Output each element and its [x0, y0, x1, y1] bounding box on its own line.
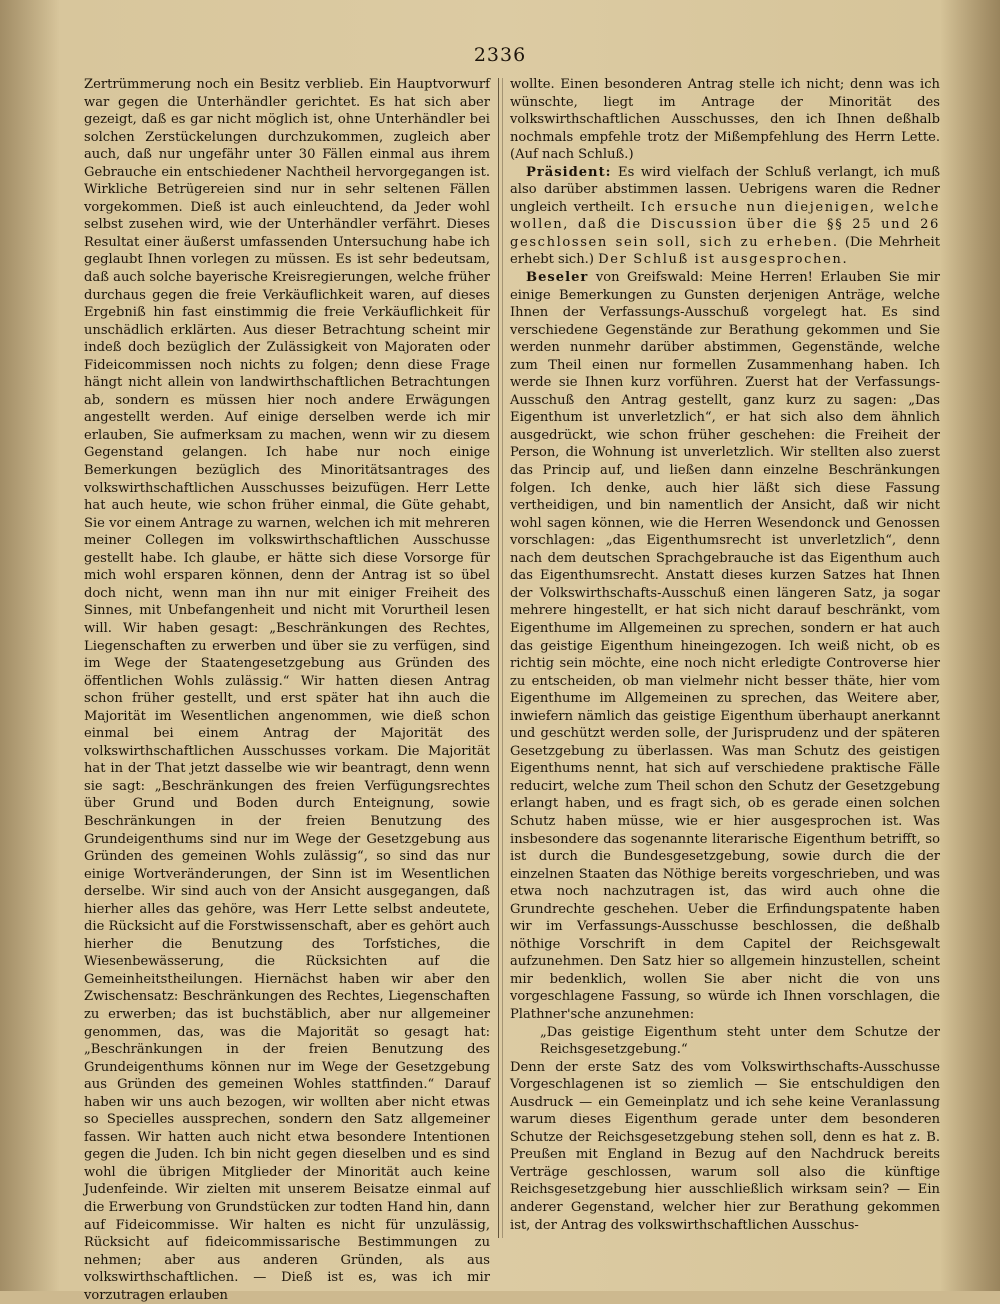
quoted-proposal: „Das geistige Eigenthum steht unter dem Schutze der Reichsgesetzgebung.“	[540, 1024, 940, 1058]
speaker-beseler: Beseler	[526, 270, 589, 286]
president-closing: Der Schluß ist ausgesprochen.	[598, 252, 849, 268]
president-paragraph	[510, 164, 940, 269]
right-column	[510, 76, 940, 1286]
speech-continuation: wollte. Einen besonderen Antrag stelle ich nicht; denn was ich wünschte, liegt im Antrage der Minorität des volkswirthschaftlichen Ausschusses, den ich Ihnen deßhalb nochmals empfehle trotz der Mißempfehlung des Herrn Lette. (Auf nach Schluß.)	[510, 77, 940, 163]
president-statement: Es wird vielfach der Schluß verlangt, ich muß also darüber abstimmen lassen. Uebrigens waren die Redner ungleich vertheilt.	[510, 164, 940, 215]
speaker-president: Präsident:	[526, 164, 612, 180]
page-shadow-right	[940, 0, 1000, 1291]
beseler-speech: Meine Herren! Erlauben Sie mir einige Bemerkungen zu Gunsten derjenigen Anträge, welche Ihnen der Verfassungs-Ausschuß vorgelegt hat. Es sind verschiedene Gegenstände zur Berathung gekommen und Sie werden nunmehr darüber abstimmen, Gegenstände, welche zum Theil einen nur formellen Zusammenhang haben. Ich werde sie Ihnen kurz vorführen. Zuerst hat der Verfassungs-Ausschuß den Antrag gestellt, ganz kurz zu sagen: „Das Eigenthum ist unverletzlich“, er hat sich also dem ähnlich ausgedrückt, wie schon früher geschehen: die Freiheit der Person, die Wohnung ist unverletzlich. Wir stellten also zuerst das Princip auf, und ließen dann einzelne Beschränkungen folgen. Ich denke, auch hier läßt sich diese Fassung vertheidigen, und bin namentlich der Ansicht, daß wir nicht wohl sagen können, wie die Herren Wesendonck und Genossen vorschlagen: „das Eigenthumsrecht ist unverletzlich“, denn nach dem deutschen Sprachgebrauche ist das Eigenthum auch das Eigenthumsrecht. Anstatt dieses kurzen Satzes hat Ihnen der Volkswirthschafts-Ausschuß einen längeren Satz, ja sogar mehrere hingestellt, er hat sich nicht darauf beschränkt, vom Eigenthume im Allgemeinen zu sprechen, sondern er hat auch das geistige Eigenthum hineingezogen. Ich weiß nicht, ob es richtig sein möchte, eine noch nicht erledigte Controverse hier zu entscheiden, ob man vielmehr nicht besser thäte, hier vom Eigenthume im Allgemeinen zu sprechen, das Weitere aber, inwiefern nämlich das geistige Eigenthum überhaupt anerkannt und geschützt werden solle, der Jurisprudenz und der späteren Gesetzgebung zu überlassen. Was man Schutz des geistigen Eigenthums nennt, hat sich auf verschiedene praktische Fälle reducirt, welche zum Theil schon den Schutz der Gesetzgebung erlangt haben, und es fragt sich, ob es gerade einen solchen Schutz haben müsse, wie er hier ausgesprochen ist. Was insbesondere das sogenannte literarische Eigenthum betrifft, so ist durch die Bundesgesetzgebung, sowie durch die der einzelnen Staaten das Nöthige bereits vorgeschrieben, und was etwa noch nachzutragen ist, das wird auch ohne die Grundrechte geschehen. Ueber die Erfindungspatente haben wir im Verfassungs-Ausschusse beschlossen, die deßhalb nöthige Vorschrift in dem Capitel der Reichsgewalt aufzunehmen. Den Satz hier so allgemein hinzustellen, scheint mir bedenklich, wollen Sie aber nicht die von uns vorgeschlagene Fassung, so würde ich Ihnen vorschlagen, die Plathner'sche anzunehmen:	[510, 270, 940, 1022]
president-vote-call: Ich ersuche nun diejenigen, welche wollen, daß die Discussion über die §§ 25 und 26 geschlossen sein soll, sich zu erheben.	[510, 199, 940, 250]
beseler-paragraph	[510, 269, 940, 1024]
page-shadow-left	[0, 0, 60, 1291]
column-divider	[498, 78, 499, 1238]
left-column	[84, 76, 490, 1303]
speech-final-paragraph: Denn der erste Satz des vom Volkswirthschafts-Ausschusse Vorgeschlagenen ist so ziemlich — Sie entschuldigen den Ausdruck — ein Gemeinplatz und ich sehe keine Veranlassung warum dieses Eigenthum gerade unter dem besonderen Schutze der Reichsgesetzgebung stehen soll, denn es hat z. B. Preußen mit England in Bezug auf den Nachdruck bereits Verträge geschlossen, warum soll also die künftige Reichsgesetzgebung hier ausschließlich wirksam sein? — Ein anderer Gegenstand, welcher hier zur Berathung gekommen ist, der Antrag des volkswirthschaftlichen Ausschus-	[510, 1059, 940, 1233]
president-aside: (Die Mehrheit erhebt sich.)	[510, 234, 941, 268]
left-column-text: Zertrümmerung noch ein Besitz verblieb. Ein Hauptvorwurf war gegen die Unterhändler gerichtet. Es hat sich aber gezeigt, daß es gar nicht möglich ist, ohne Unterhändler bei solchen Zerstückelungen durchzukommen, zugleich aber auch, daß nur ungefähr unter 30 Fällen einmal aus ihrem Gebrauche ein entschiedener Nachtheil hervorgegangen ist. Wirkliche Betrügereien sind nur in sehr seltenen Fällen vorgekommen. Dieß ist auch einleuchtend, da Jeder wohl selbst zusehen wird, wie der Unterhändler verfährt. Dieses Resultat einer äußerst umfassenden Untersuchung habe ich geglaubt Ihnen vorlegen zu müssen. Es ist sehr bedeutsam, daß auch solche bayerische Kreisregierungen, welche früher durchaus gegen die freie Verkäuflichkeit waren, auf dieses Ergebniß hin fast einstimmig die freie Verkäuflichkeit für unschädlich erklärten. Aus dieser Betrachtung scheint mir indeß doch bezüglich der Zulässigkeit von Majoraten oder Fideicommissen noch nichts zu folgen; denn diese Frage hängt nicht allein von landwirthschaftlichen Betrachtungen ab, sondern es müssen hier noch andere Erwägungen angestellt werden. Auf einige derselben werde ich mir erlauben, Sie aufmerksam zu machen, wenn wir zu diesem Gegenstand gelangen. Ich habe nur noch einige Bemerkungen bezüglich des Minoritätsantrages des volkswirthschaftlichen Ausschusses beizufügen. Herr Lette hat auch heute, wie schon früher einmal, die Güte gehabt, Sie vor einem Antrage zu warnen, welchen ich mit mehreren meiner Collegen im volkswirthschaftlichen Ausschusse gestellt habe. Ich glaube, er hätte sich diese Vorsorge für mich wohl ersparen können, denn der Antrag ist so übel doch nicht, wenn man ihn nur mit einiger Freiheit des Sinnes, mit Unbefangenheit und nicht mit Vorurtheil lesen will. Wir haben gesagt: „Beschränkungen des Rechtes, Liegenschaften zu erwerben und über sie zu verfügen, sind im Wege der Staatengesetzgebung aus Gründen des öffentlichen Wohls zulässig.“ Wir hatten diesen Antrag schon früher gestellt, und erst später hat ihn auch die Majorität im Wesentlichen angenommen, wie dieß schon einmal bei einem Antrag der Majorität des volkswirthschaftlichen Ausschusses vorkam. Die Majorität hat in der That jetzt dasselbe wie wir beantragt, denn wenn sie sagt: „Beschränkungen des freien Verfügungsrechtes über Grund und Boden durch Enteignung, sowie Beschränkungen in der freien Benutzung des Grundeigenthums sind nur im Wege der Gesetzgebung aus Gründen des gemeinen Wohls zulässig“, so sind das nur einige Wortveränderungen, der Sinn ist im Wesentlichen derselbe. Wir sind auch von der Ansicht ausgegangen, daß hierher alles das gehöre, was Herr Lette selbst andeutete, die Rücksicht auf die Forstwissenschaft, aber es gehört auch hierher die Benutzung des Torfstiches, die Wiesenbewässerung, die Rücksichten auf die Gemeinheitstheilungen. Hiernächst haben wir aber den Zwischensatz: Beschränkungen des Rechtes, Liegenschaften zu erwerben; das ist buchstäblich, aber nur allgemeiner genommen, das, was die Majorität so gesagt hat: „Beschränkungen in der freien Benutzung des Grundeigenthums können nur im Wege der Gesetzgebung aus Gründen des gemeinen Wohles stattfinden.“ Darauf haben wir uns auch bezogen, wir wollten aber nicht etwas so Specielles aussprechen, sondern den Satz allgemeiner fassen. Wir hatten auch nicht etwa besondere Intentionen gegen die Juden. Ich bin nicht gegen dieselben und es sind wohl die übrigen Mitglieder der Minorität auch keine Judenfeinde. Wir zielten mit unserem Beisatze einmal auf die Erwerbung von Grundstücken zur todten Hand hin, dann auf Fideicommisse. Wir halten es nicht für unzulässig, Rücksicht auf fideicommissarische Bestimmungen zu nehmen; aber aus anderen Gründen, als aus volkswirthschaftlichen. — Dieß ist es, was ich mir vorzutragen erlauben	[84, 77, 490, 1303]
column-divider-shadow	[502, 78, 503, 1238]
speaker-origin: von Greifswald:	[595, 270, 704, 286]
page-number: 2336	[473, 44, 527, 66]
